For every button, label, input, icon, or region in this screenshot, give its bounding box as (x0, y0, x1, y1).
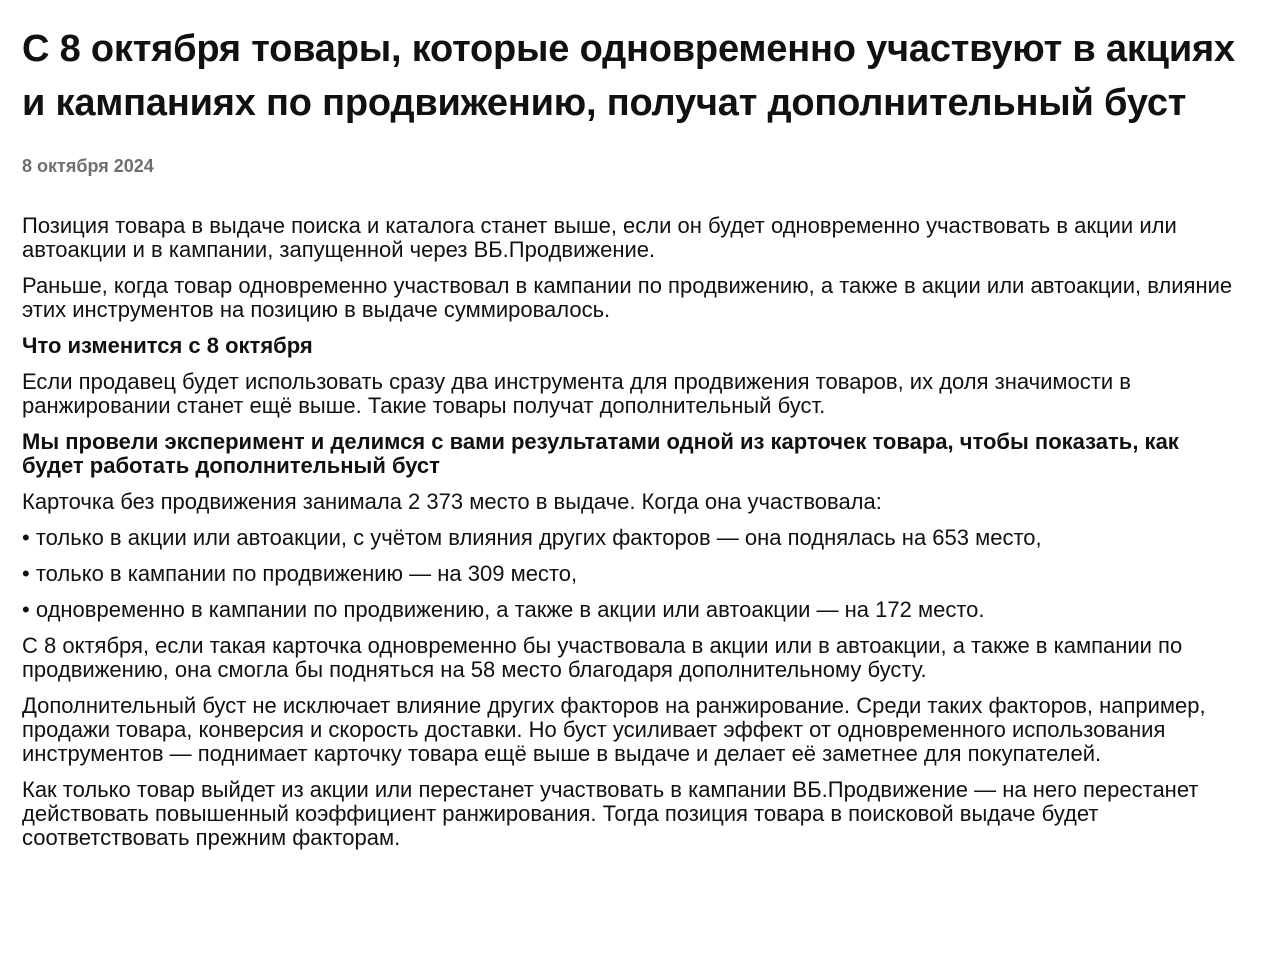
section-heading-experiment: Мы провели эксперимент и делимся с вами результатами одной из карточек товара, чтобы показать, как будет работать дополнительный буст (22, 429, 1179, 478)
bullet-item-campaign-only: • только в кампании по продвижению — на 309 место, (22, 561, 578, 586)
paragraph-exit: Как только товар выйдет из акции или перестанет участвовать в кампании ВБ.Продвижение — на него перестанет действовать повышенный коэффициент ранжирования. Тогда позиция товара в поисковой выдаче будет соответствовать прежним факторам. (22, 777, 1199, 850)
paragraph-experiment: Карточка без продвижения занимала 2 373 место в выдаче. Когда она участвовала: (22, 489, 882, 514)
paragraph-result: С 8 октября, если такая карточка одновременно бы участвовала в акции или в автоакции, а также в кампании по продвижению, она смогла бы подняться на 58 место благодаря дополнительному бусту. (22, 633, 1183, 682)
publication-date: 8 октября 2024 (22, 156, 154, 176)
article-title: С 8 октября товары, которые одновременно участвуют в акциях и кампаниях по продвижению, получат дополнительный буст (22, 28, 1235, 124)
paragraph-before: Раньше, когда товар одновременно участвовал в кампании по продвижению, а также в акции или автоакции, влияние этих инструментов на позицию в выдаче суммировалось. (22, 273, 1233, 322)
bullet-item-both: • одновременно в кампании по продвижению, а также в акции или автоакции — на 172 место. (22, 597, 985, 622)
article-body (22, 214, 1240, 850)
paragraph-intro: Позиция товара в выдаче поиска и каталога станет выше, если он будет одновременно участвовать в акции или автоакции и в кампании, запущенной через ВБ.Продвижение. (22, 213, 1177, 262)
section-heading-changes: Что изменится с 8 октября (22, 333, 313, 358)
paragraph-changes: Если продавец будет использовать сразу два инструмента для продвижения товаров, их доля значимости в ранжировании станет ещё выше. Такие товары получат дополнительный буст. (22, 369, 1131, 418)
bullet-item-promo-only: • только в акции или автоакции, с учётом влияния других факторов — она поднялась на 653 место, (22, 525, 1042, 550)
paragraph-factors: Дополнительный буст не исключает влияние других факторов на ранжирование. Среди таких факторов, например, продажи товара, конверсия и скорость доставки. Но буст усиливает эффект от одновременного использования инструментов — поднимает карточку товара ещё выше в выдаче и делает её заметнее для покупателей. (22, 693, 1206, 766)
